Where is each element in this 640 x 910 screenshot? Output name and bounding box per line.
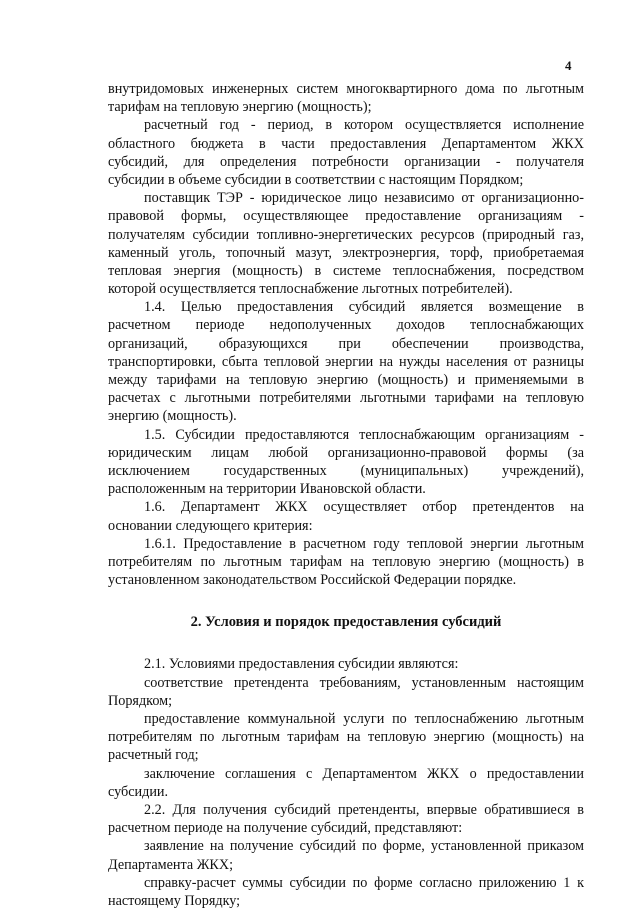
text-line: транспортировки, сбыта тепловой энергии на нужды населения от разницы — [108, 353, 584, 370]
text-line: 1.4. Целью предоставления субсидий является возмещение в — [144, 299, 584, 316]
text-line: установленном законодательством Российской Федерации порядке. — [108, 572, 517, 589]
text-line: потребителям по льготным тарифам на тепловую энергию (мощность) в — [108, 553, 584, 570]
text-line: 1.5. Субсидии предоставляются теплоснабжающим организациям - — [144, 426, 584, 443]
text-line: каменный уголь, топочный мазут, электроэнергия, торф, приобретаемая — [108, 244, 584, 261]
text-line: 2.2. Для получения субсидий претенденты, впервые обратившиеся в — [144, 801, 584, 818]
text-line: заявление на получение субсидий по форме, установленной приказом — [144, 838, 584, 855]
text-line: правовой формы, осуществляющее предоставление организациям - — [108, 208, 584, 225]
text-line: потребителям по льготным тарифам на тепловую энергию (мощность) на — [108, 729, 584, 746]
text-line: расположенным на территории Ивановской области. — [108, 481, 426, 498]
text-line: энергию (мощность). — [108, 408, 237, 425]
text-line: заключение соглашения с Департаментом ЖКХ о предоставлении — [144, 765, 584, 782]
text-line: основании следующего критерия: — [108, 517, 313, 534]
text-line: Порядком; — [108, 692, 173, 709]
text-line: настоящему Порядку; — [108, 892, 241, 909]
text-line: предоставление коммунальной услуги по теплоснабжению льготным — [144, 711, 584, 727]
text-line: юридическим лицам любой организационно-правовой формы (за — [108, 444, 584, 461]
text-line: субсидии. — [108, 783, 169, 800]
text-line: расчетном периоде недополученных доходов теплоснабжающих — [108, 317, 584, 334]
section-heading: 2. Условия и порядок предоставления субсидий — [190, 614, 502, 631]
text-line: расчетном периоде на получение субсидий, представляют: — [108, 820, 463, 837]
text-line: Департамента ЖКХ; — [108, 856, 234, 873]
text-line: исключением государственных (муниципальных) учреждений), — [108, 462, 584, 479]
text-line: поставщик ТЭР - юридическое лицо независимо от организационно- — [144, 190, 584, 207]
text-line: 1.6. Департамент ЖКХ осуществляет отбор претендентов на — [144, 499, 584, 516]
text-line: получателям субсидии топливно-энергетических ресурсов (природный газ, — [108, 226, 584, 243]
text-line: расчетный год - период, в котором осуществляется исполнение — [144, 117, 584, 134]
text-line: внутридомовых инженерных систем многоквартирного дома по льготным — [108, 81, 584, 97]
text-line: которой осуществляется теплоснабжение льготных потребителей). — [108, 281, 513, 298]
text-line: между тарифами на тепловую энергию (мощность) и применяемыми в — [108, 372, 584, 388]
text-line: расчетах с льготными потребителями льготными тарифами на тепловую — [108, 390, 584, 407]
text-line: соответствие претендента требованиям, установленным настоящим — [144, 674, 584, 691]
text-line: справку-расчет суммы субсидии по форме согласно приложению 1 к — [144, 874, 584, 891]
text-line: 2.1. Условиями предоставления субсидии являются: — [144, 656, 459, 673]
text-line: организаций, образующихся при обеспечении производства, — [108, 335, 584, 352]
text-line: субсидий, для определения потребности организации - получателя — [108, 153, 584, 170]
text-line: расчетный год; — [108, 747, 199, 764]
text-line: 1.6.1. Предоставление в расчетном году тепловой энергии льготным — [144, 535, 584, 552]
page-number: 4 — [565, 58, 572, 73]
document-body — [108, 80, 584, 910]
text-line: тарифам на тепловую энергию (мощность); — [108, 99, 372, 116]
text-line: областного бюджета в части предоставления Департаментом ЖКХ — [108, 135, 584, 152]
text-line: тепловая энергия (мощность) в системе теплоснабжения, посредством — [108, 262, 584, 279]
text-line: субсидии в объеме субсидии в соответствии с настоящим Порядком; — [108, 171, 524, 188]
